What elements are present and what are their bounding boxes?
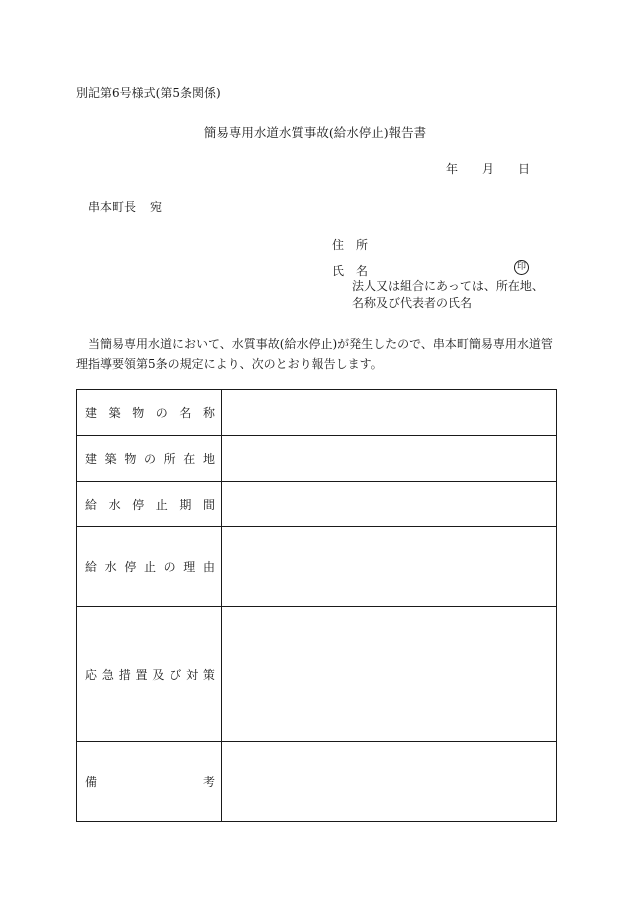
row-label-stop-reason [77, 527, 222, 607]
row-label-emergency-measures [77, 607, 222, 742]
date-month: 月 [482, 162, 495, 176]
label-char: 水 [108, 497, 121, 512]
label-char: 地 [202, 452, 215, 466]
label-char: 急 [101, 667, 114, 682]
label-char: の [163, 560, 176, 574]
label-char: 及 [152, 667, 165, 682]
label-char: び [169, 667, 182, 682]
label-char: 物 [124, 452, 137, 466]
spread-label [85, 496, 215, 513]
row-label-building-name [77, 390, 222, 436]
field-stop-period[interactable] [222, 482, 557, 527]
table-row [77, 390, 557, 436]
row-label-remarks [77, 742, 222, 822]
spread-label [85, 666, 215, 683]
table-row [77, 742, 557, 822]
field-building-address[interactable] [222, 436, 557, 482]
label-char: 在 [183, 452, 196, 466]
label-char: 給 [85, 497, 98, 512]
label-char: 備 [85, 775, 98, 789]
document-title: 簡易専用水道水質事故(給水停止)報告書 [203, 125, 427, 140]
label-char: 称 [202, 406, 215, 420]
label-char: 間 [202, 497, 215, 512]
spread-label [85, 558, 215, 575]
label-char: 建 [85, 452, 98, 466]
label-char: 理 [183, 560, 196, 574]
label-char: 物 [132, 406, 145, 420]
spread-label [85, 450, 215, 467]
date-line [446, 160, 530, 177]
label-char: 期 [179, 497, 192, 512]
applicant-note-line2: 名称及び代表者の氏名 [352, 296, 473, 310]
seal-mark: 印 [514, 260, 529, 275]
row-label-stop-period [77, 482, 222, 527]
date-day: 日 [518, 162, 531, 176]
label-char: 水 [104, 560, 117, 574]
label-char: の [155, 406, 168, 420]
recipient-name: 串本町長 [88, 200, 137, 214]
label-char: の [143, 452, 156, 466]
label-char: 築 [108, 406, 121, 420]
spread-label [85, 773, 215, 790]
label-char: 停 [132, 497, 145, 512]
label-char: 名 [179, 406, 192, 420]
label-char: 所 [163, 452, 176, 466]
label-char: 止 [143, 560, 156, 574]
applicant-note-line1: 法人又は組合にあっては、所在地、 [352, 279, 544, 293]
recipient-honorific: 宛 [150, 200, 163, 214]
table-row [77, 436, 557, 482]
label-char: 考 [202, 775, 215, 789]
date-year: 年 [446, 162, 459, 176]
label-char: 停 [124, 560, 137, 574]
report-table [76, 389, 557, 822]
report-body-text: 当簡易専用水道において、水質事故(給水停止)が発生したので、串本町簡易専用水道管理指導要領第5条の規定により、次のとおり報告します。 [76, 337, 553, 371]
address-label: 住 所 [332, 238, 369, 252]
spread-label [85, 404, 215, 421]
label-char: 置 [135, 667, 148, 682]
label-char: 対 [186, 667, 199, 682]
label-char: 築 [104, 452, 117, 466]
table-row [77, 527, 557, 607]
label-char: 給 [85, 560, 98, 574]
label-char: 建 [85, 406, 98, 420]
field-emergency-measures[interactable] [222, 607, 557, 742]
label-char: 措 [118, 667, 131, 682]
row-label-building-address [77, 436, 222, 482]
label-char: 応 [85, 667, 98, 682]
name-label: 氏 名 [332, 264, 369, 278]
field-building-name[interactable] [222, 390, 557, 436]
recipient [88, 198, 162, 215]
field-remarks[interactable] [222, 742, 557, 822]
label-char: 策 [202, 667, 215, 682]
label-char: 由 [202, 560, 215, 574]
table-row [77, 482, 557, 527]
form-id: 別記第6号様式(第5条関係) [76, 86, 221, 100]
label-char: 止 [155, 497, 168, 512]
table-row [77, 607, 557, 742]
field-stop-reason[interactable] [222, 527, 557, 607]
